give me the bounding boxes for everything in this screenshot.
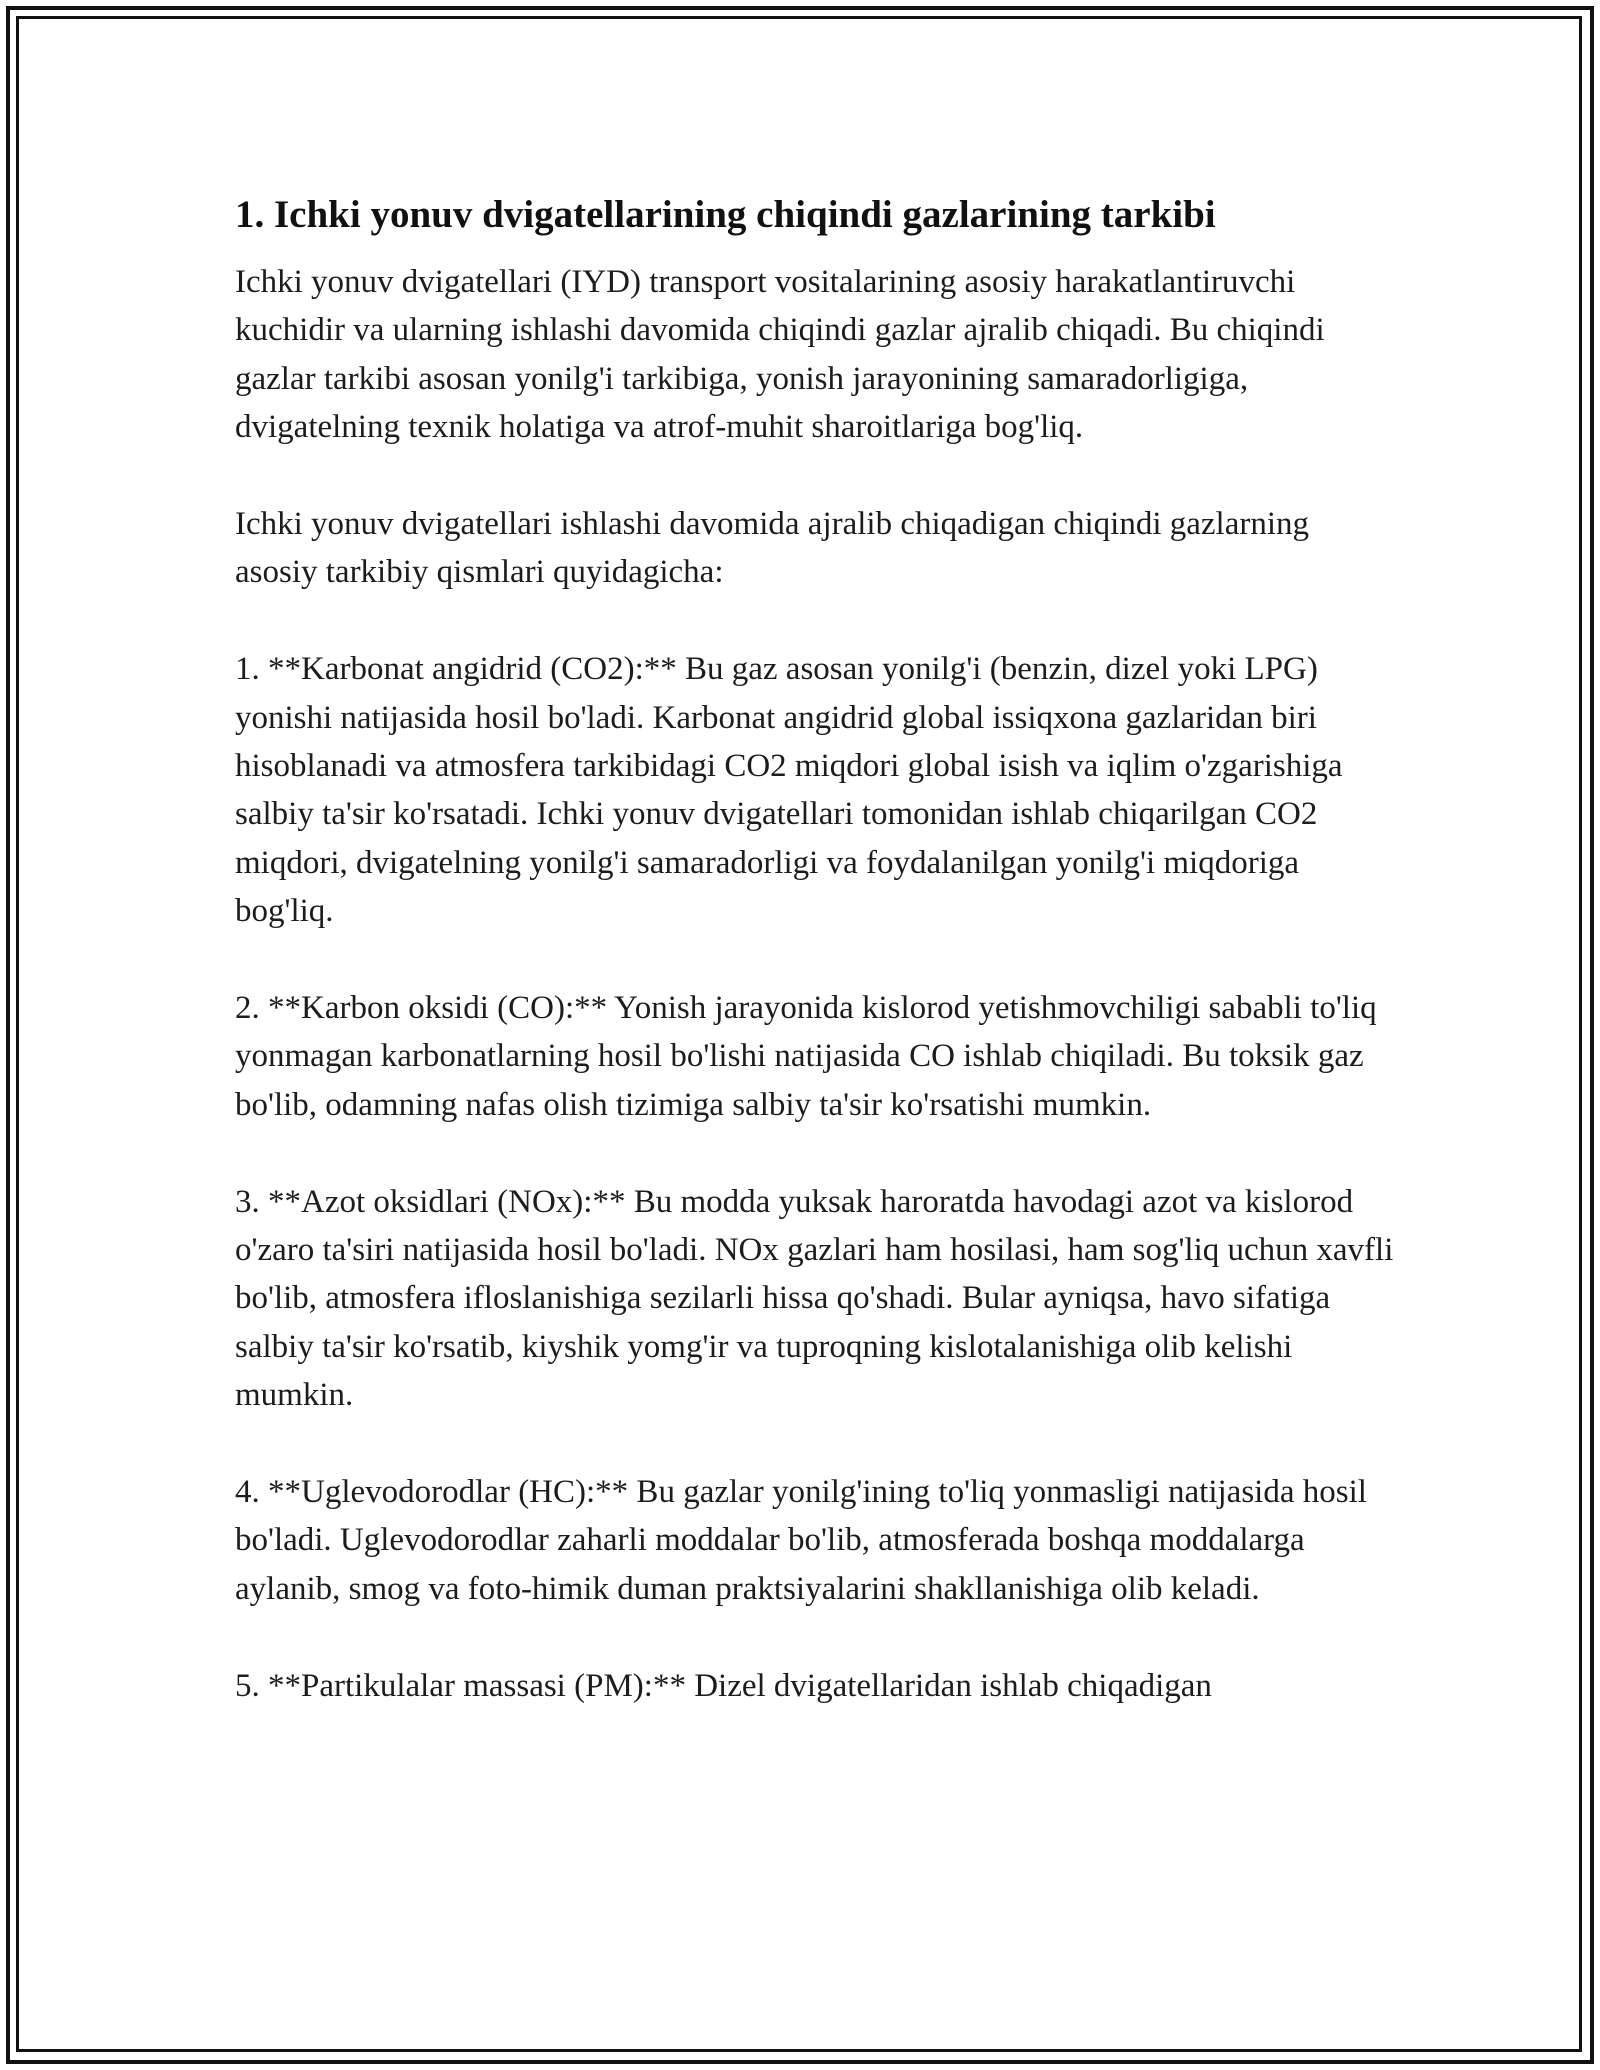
list-item-hc: 4. **Uglevodorodlar (HC):** Bu gazlar yonilg'ining to'liq yonmasligi natijasida hosil bo'ladi. Uglevodorodlar zaharli moddalar bo'lib, atmosferada boshqa moddalarga aylanib, smog va foto-himik duman praktsiyalarini shakllanishiga olib keladi. [235, 1474, 1367, 1607]
page-title: 1. Ichki yonuv dvigatellarining chiqindi gazlarining tarkibi [235, 193, 1216, 236]
list-item-pm: 5. **Partikulalar massasi (PM):** Dizel dvigatellaridan ishlab chiqadigan [235, 1667, 1212, 1704]
list-item-co2: 1. **Karbonat angidrid (CO2):** Bu gaz asosan yonilg'i (benzin, dizel yoki LPG) yonishi natijasida hosil bo'ladi. Karbonat angidrid global issiqxona gazlaridan biri hisoblanadi va atmosfera tarkibidagi CO2 miqdori global isish va iqlim o'zgarishiga salbiy ta'sir ko'rsatadi. Ichki yonuv dvigatellari tomonidan ishlab chiqarilgan CO2 miqdori, dvigatelning yonilg'i samaradorligi va foydalanilgan yonilg'i miqdoriga bog'liq. [235, 651, 1343, 930]
list-item-nox: 3. **Azot oksidlari (NOx):** Bu modda yuksak haroratda havodagi azot va kislorod o'zaro ta'siri natijasida hosil bo'ladi. NOx gazlari ham hosilasi, ham sog'liq uchun xavfli bo'lib, atmosfera ifloslanishiga sezilarli hissa qo'shadi. Bular ayniqsa, havo sifatiga salbiy ta'sir ko'rsatib, kiyshik yomg'ir va tuproqning kislotalanishiga olib kelishi mumkin. [235, 1183, 1394, 1414]
intro-paragraph: Ichki yonuv dvigatellari (IYD) transport vositalarining asosiy harakatlantiruvchi kuchidir va ularning ishlashi davomida chiqindi gazlar ajralib chiqadi. Bu chiqindi gazlar tarkibi asosan yonilg'i tarkibiga, yonish jarayonining samaradorligiga, dvigatelning texnik holatiga va atrof-muhit sharoitlariga bog'liq. [235, 264, 1325, 446]
list-intro-paragraph: Ichki yonuv dvigatellari ishlashi davomida ajralib chiqadigan chiqindi gazlarning asosiy tarkibiy qismlari quyidagicha: [235, 506, 1310, 591]
document-body [235, 188, 1395, 1758]
list-item-co: 2. **Karbon oksidi (CO):** Yonish jarayonida kislorod yetishmovchiligi sababli to'liq yonmagan karbonatlarning hosil bo'lishi natijasida CO ishlab chiqiladi. Bu toksik gaz bo'lib, odamning nafas olish tizimiga salbiy ta'sir ko'rsatishi mumkin. [235, 990, 1377, 1123]
